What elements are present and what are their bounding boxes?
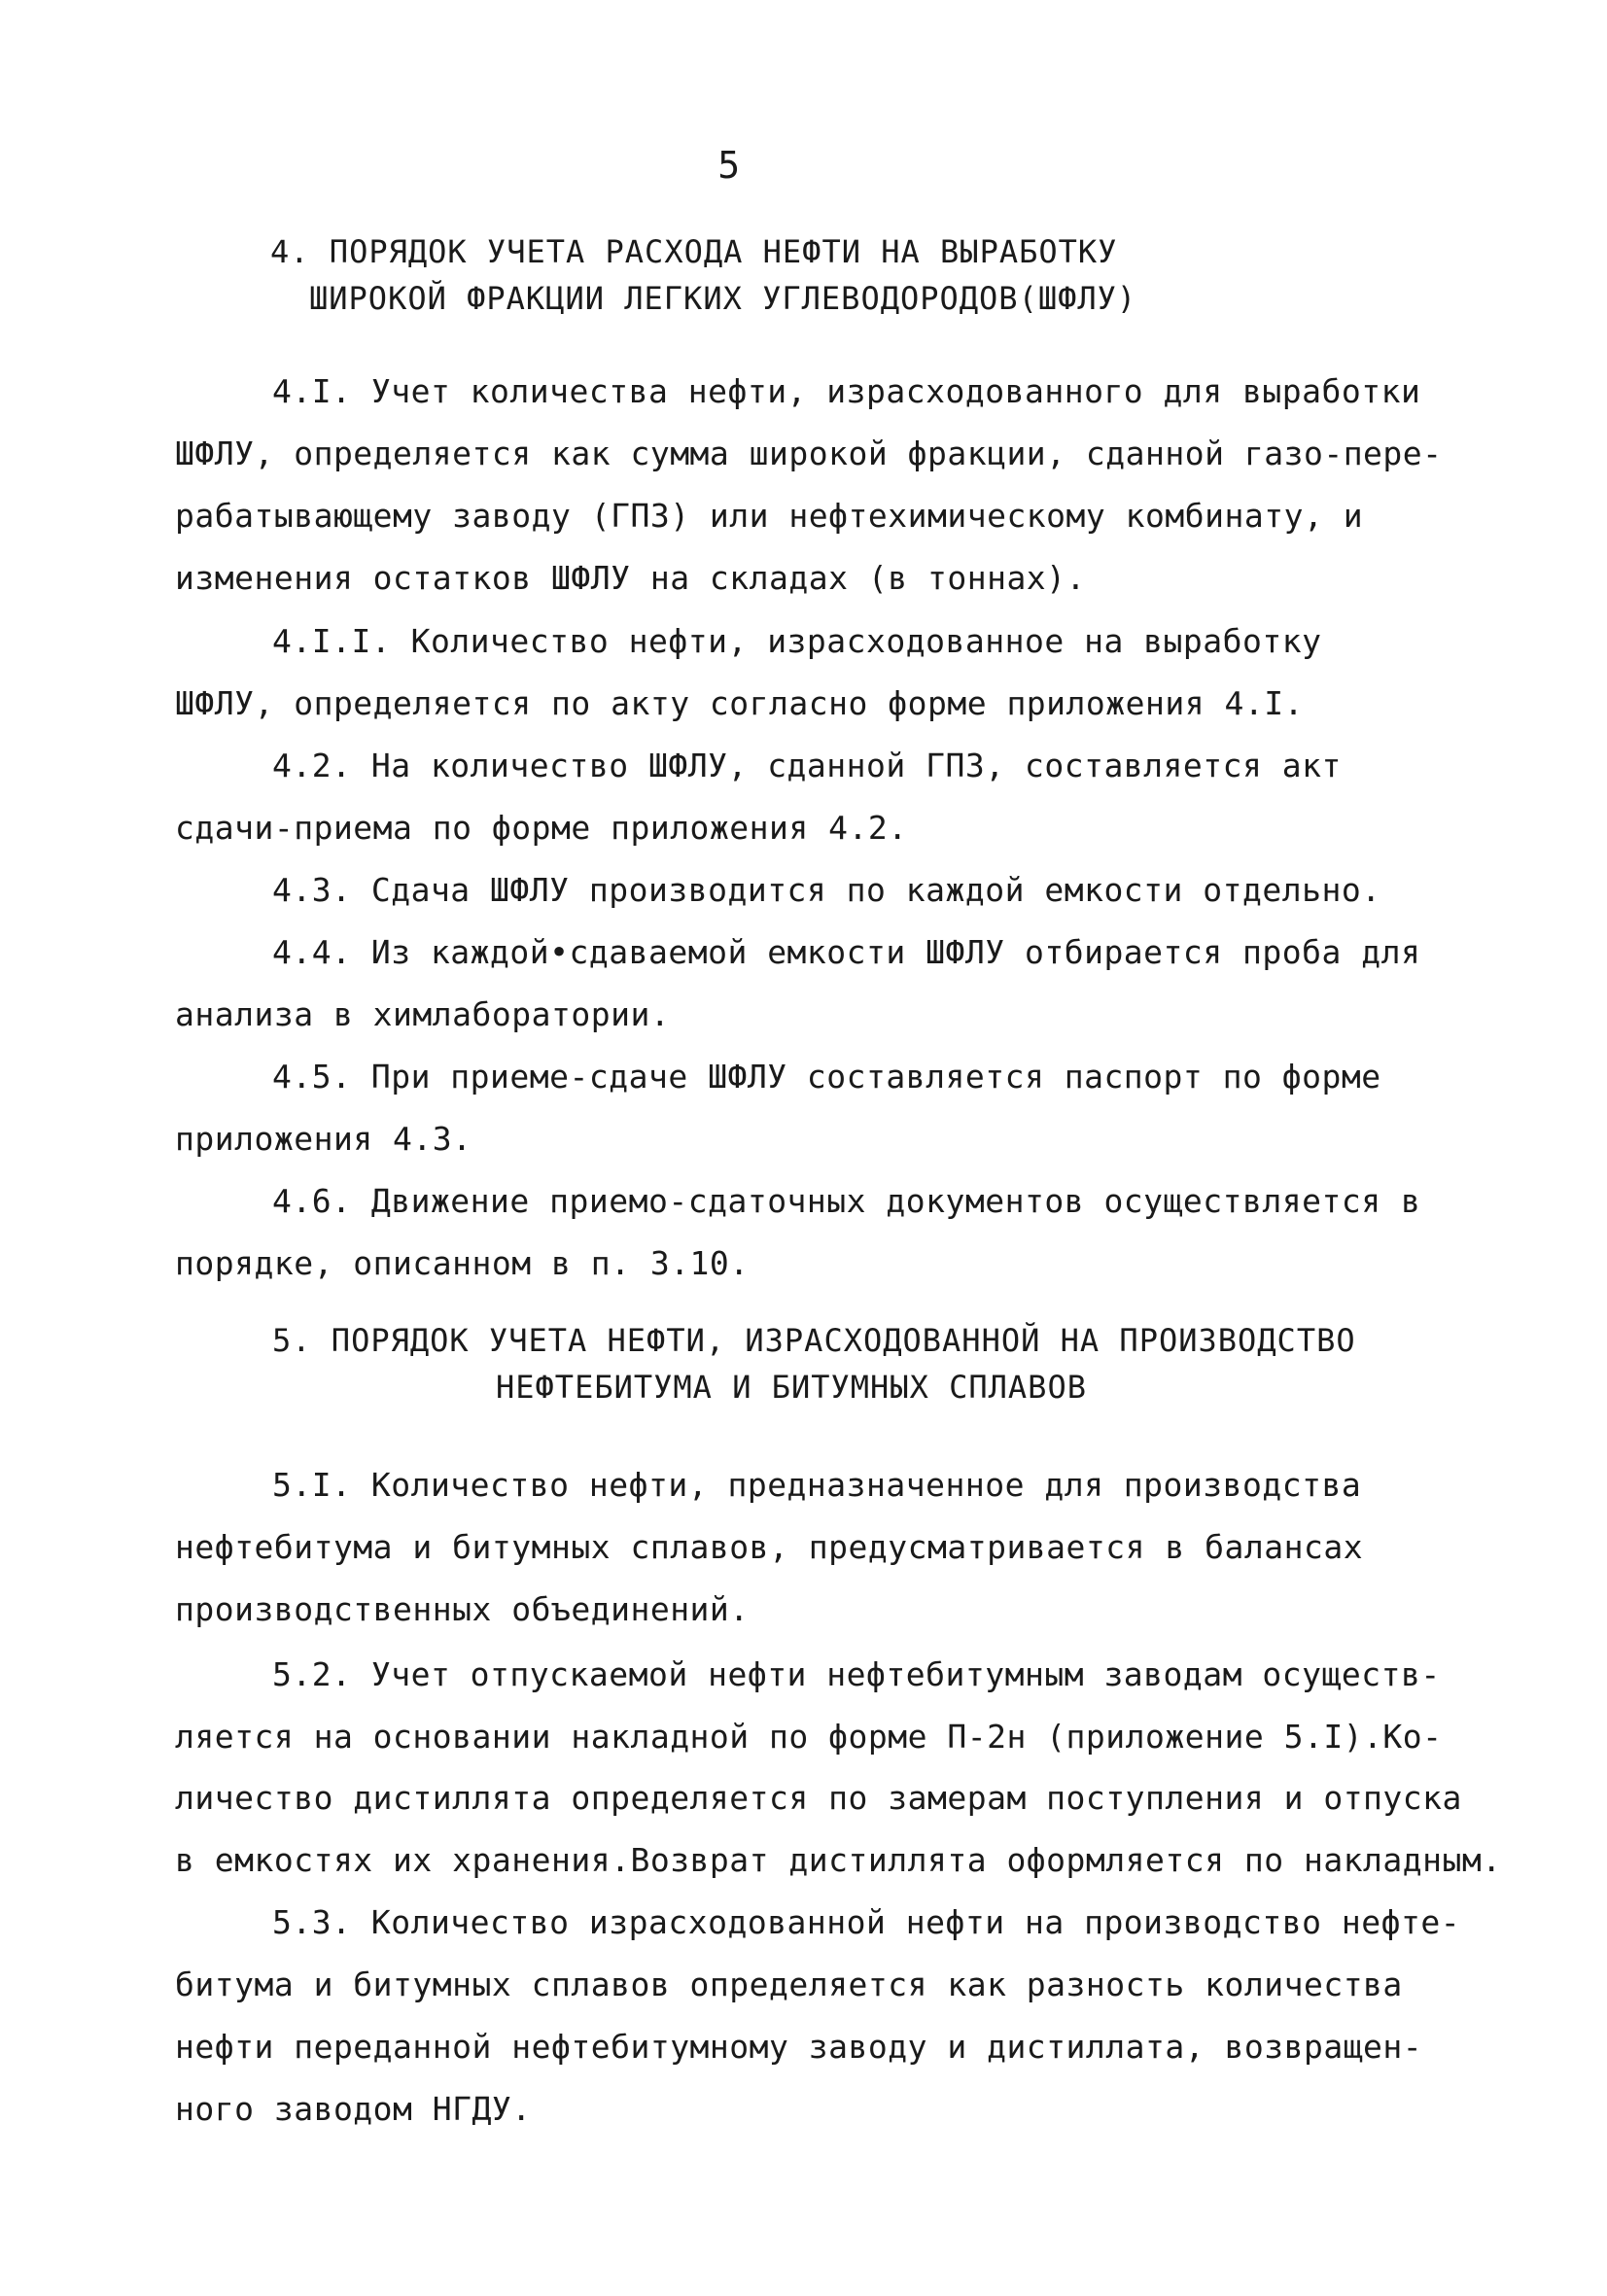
paragraph-line: битума и битумных сплавов определяется как разность количества [175,1966,1403,2003]
paragraph-line: 5.3. Количество израсходованной нефти на производство нефте- [272,1903,1461,1941]
paragraph-line: ляется на основании накладной по форме П-2н (приложение 5.I).Ко- [175,1718,1443,1756]
section-5-heading-line-2: НЕФТЕБИТУМА И БИТУМНЫХ СПЛАВОВ [496,1369,1087,1406]
paragraph-line: личество дистиллята определяется по замерам поступления и отпуска [175,1779,1462,1817]
paragraph-line: 4.I. Учет количества нефти, израсходованного для выработки [272,372,1421,410]
page-number: 5 [717,144,741,187]
paragraph-line: сдачи-приема по форме приложения 4.2. [175,809,908,847]
paragraph-line: в емкостях их хранения.Возврат дистиллята оформляется по накладным. [175,1841,1502,1879]
paragraph-line: приложения 4.3. [175,1120,472,1158]
paragraph-line: 5.2. Учет отпускаемой нефти нефтебитумным заводам осуществ- [272,1655,1441,1693]
section-4-heading-line-2: ШИРОКОЙ ФРАКЦИИ ЛЕГКИХ УГЛЕВОДОРОДОВ(ШФЛУ) [309,280,1137,317]
paragraph-line: ШФЛУ, определяется как сумма широкой фракции, сданной газо-пере- [175,435,1443,472]
paragraph-line: производственных объединений. [175,1590,750,1628]
paragraph-line: 4.5. При приеме-сдаче ШФЛУ составляется паспорт по форме [272,1058,1381,1096]
paragraph-line: порядке, описанном в п. 3.10. [175,1244,750,1282]
paragraph-line: изменения остатков ШФЛУ на складах (в тоннах). [175,559,1086,597]
paragraph-line: ШФЛУ, определяется по акту согласно форме приложения 4.I. [175,684,1304,722]
paragraph-line: 4.3. Сдача ШФЛУ производится по каждой емкости отдельно. [272,871,1381,909]
paragraph-line: рабатывающему заводу (ГПЗ) или нефтехимическому комбинату, и [175,497,1364,535]
paragraph-line: нефти переданной нефтебитумному заводу и дистиллата, возвращен- [175,2028,1423,2066]
paragraph-line: нефтебитума и битумных сплавов, предусматривается в балансах [175,1528,1364,1566]
section-5-heading-line-1: 5. ПОРЯДОК УЧЕТА НЕФТИ, ИЗРАСХОДОВАННОЙ НА ПРОИЗВОДСТВО [272,1322,1356,1359]
paragraph-line: 4.I.I. Количество нефти, израсходованное на выработку [272,622,1322,660]
paragraph-line: 4.2. На количество ШФЛУ, сданной ГПЗ, составляется акт [272,747,1342,784]
paragraph-line: 4.6. Движение приемо-сдаточных документов осуществляется в [272,1182,1421,1220]
paragraph-line: 4.4. Из каждой•сдаваемой емкости ШФЛУ отбирается проба для [272,933,1421,971]
paragraph-line: ного заводом НГДУ. [175,2090,532,2128]
paragraph-line: 5.I. Количество нефти, предназначенное для производства [272,1466,1362,1504]
section-4-heading-line-1: 4. ПОРЯДОК УЧЕТА РАСХОДА НЕФТИ НА ВЫРАБОТКУ [270,233,1118,270]
paragraph-line: анализа в химлаборатории. [175,995,671,1033]
